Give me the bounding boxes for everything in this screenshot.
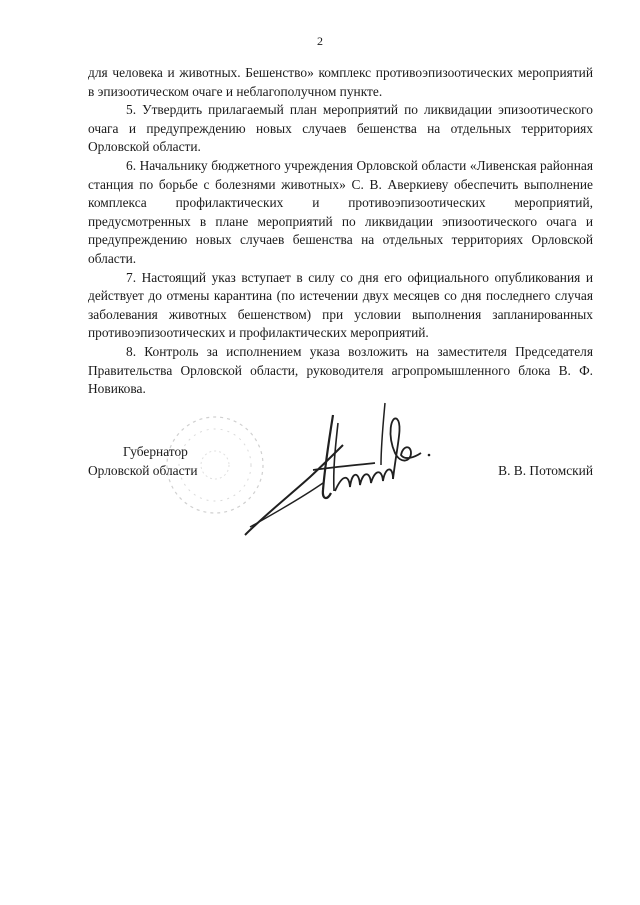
page-number: 2 (317, 34, 323, 48)
paragraph-7: 7. Настоящий указ вступает в силу со дня его официального опубликования и действует до отмены карантина (по истечении двух месяцев со дня последнего случая заболевания животных бешенством) при условии выполнения запланированных противоэпизоотических и профилактических мероприятий. (88, 269, 593, 341)
paragraph-6: 6. Начальнику бюджетного учреждения Орловской области «Ливенская районная станция по борьбе с болезнями животных» С. В. Аверкиеву обеспечить выполнение комплекса профилактических и противоэпизоотических мероприятий, предусмотренных в плане мероприятий по ликвидации эпизоотического очага и предупреждению новых случаев бешенства на отдельных территориях Орловской области. (88, 157, 593, 266)
signatory-title-line1: Губернатор (123, 444, 188, 459)
signatory-title-line2: Орловской области (88, 462, 198, 478)
signatory-name: В. В. Потомский (498, 463, 593, 478)
signatory-title (88, 443, 198, 480)
paragraph-continuation: для человека и животных. Бешенство» комплекс противоэпизоотических мероприятий в эпизоотическом очаге и неблагополучном пункте. (88, 65, 593, 99)
paragraph-5: 5. Утвердить прилагаемый план мероприятий по ликвидации эпизоотического очага и предупреждению новых случаев бешенства на отдельных территориях Орловской области. (88, 102, 593, 155)
document-body (88, 64, 593, 399)
paragraph-8: 8. Контроль за исполнением указа возложить на заместителя Председателя Правительства Орловской области, руководителя агропромышленного блока В. Ф. Новикова. (88, 343, 593, 397)
handwritten-signature (225, 395, 440, 545)
